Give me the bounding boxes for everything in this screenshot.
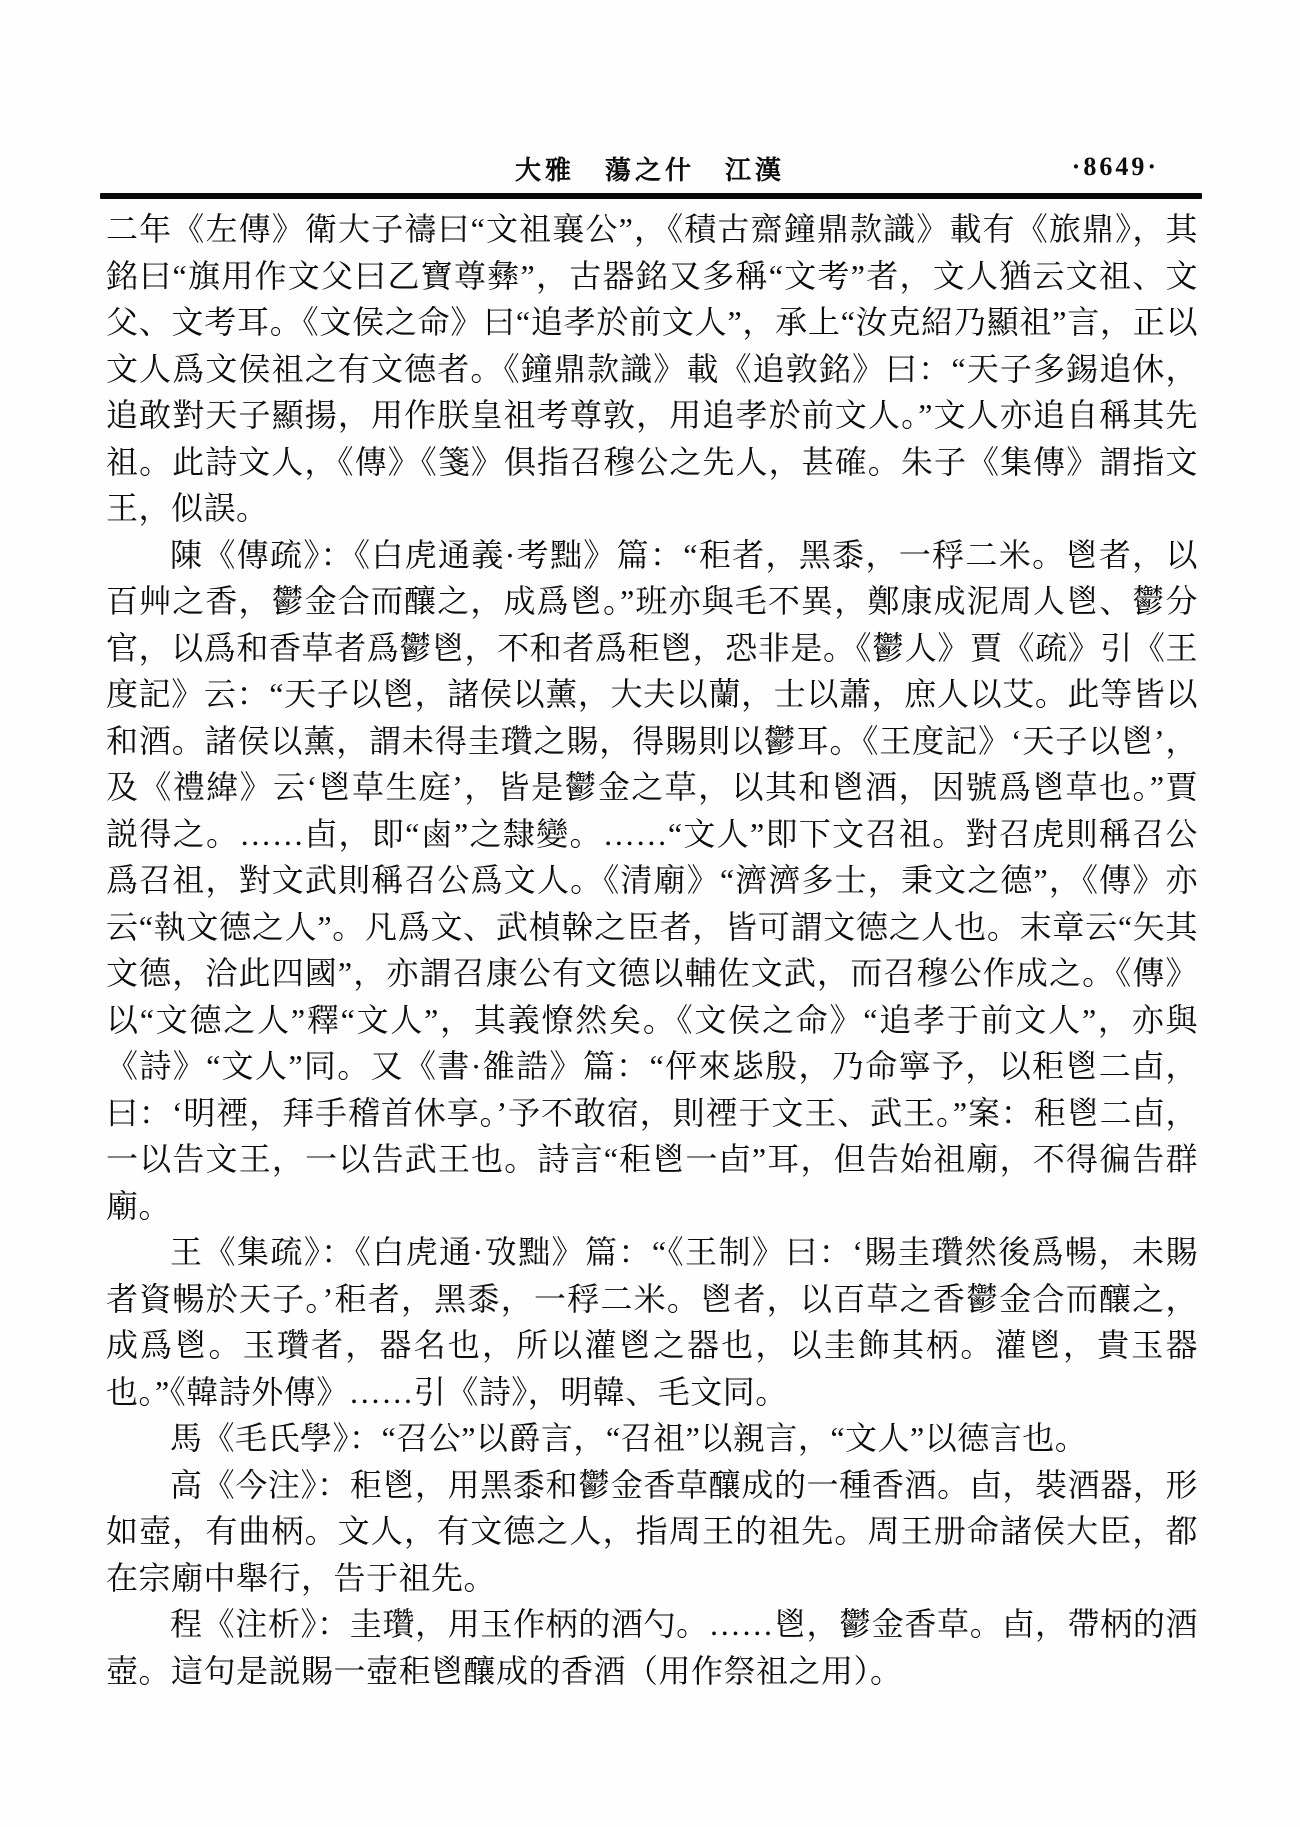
page-header <box>105 150 1195 186</box>
commentary-text-block <box>106 206 1198 1694</box>
paragraph-continuation: 二年《左傳》衛大子禱曰“文祖襄公”，《積古齋鐘鼎款識》載有《旅鼎》，其銘曰“旗用作文父曰乙寶尊彝”，古器銘又多稱“文考”者，文人猶云文祖、文父、文考耳。《文侯之命》曰“追孝於前文人”，承上“汝克紹乃顯祖”言，正以文人爲文侯祖之有文德者。《鐘鼎款識》載《追敦銘》曰：“天子多錫追休，追敢對天子顯揚，用作朕皇祖考尊敦，用追孝於前文人。”文人亦追自稱其先祖。此詩文人，《傳》《箋》俱指召穆公之先人，甚確。朱子《集傳》謂指文王，似誤。 <box>106 211 1198 526</box>
page-number: ·8649· <box>1071 152 1159 181</box>
running-head-title: 大雅 蕩之什 江漢 <box>514 156 785 185</box>
paragraph-gao-jinzhu: 高《今注》：秬鬯，用黑黍和鬱金香草釀成的一種香酒。卣，裝酒器，形如壺，有曲柄。文人，有文德之人，指周王的祖先。周王册命諸侯大臣，都在宗廟中舉行，告于祖先。 <box>106 1466 1198 1596</box>
paragraph-ma-maoshixue: 馬《毛氏學》：“召公”以爵言，“召祖”以親言，“文人”以德言也。 <box>170 1420 1088 1456</box>
paragraph-chen-chuanshu: 陳《傳疏》：《白虎通義·考黜》篇：“秬者，黑黍，一稃二米。鬯者，以百艸之香，鬱金合而釀之，成爲鬯。”班亦與毛不異，鄭康成泥周人鬯、鬱分官，以爲和香草者爲鬱鬯，不和者爲秬鬯，恐非是。《鬱人》賈《疏》引《王度記》云：“天子以鬯，諸侯以薰，大夫以蘭，士以蕭，庶人以艾。此等皆以和酒。諸侯以薰，謂未得圭瓚之賜，得賜則以鬱耳。《王度記》‘天子以鬯’，及《禮緯》云‘鬯草生庭’，皆是鬱金之草，以其和鬯酒，因號爲鬯草也。”賈説得之。……卣，即“鹵”之隸變。……“文人”即下文召祖。對召虎則稱召公爲召祖，對文武則稱召公爲文人。《清廟》“濟濟多士，秉文之德”，《傳》亦云“執文德之人”。凡爲文、武楨榦之臣者，皆可謂文德之人也。末章云“矢其文德，洽此四國”，亦謂召康公有文德以輔佐文武，而召穆公作成之。《傳》以“文德之人”釋“文人”，其義憭然矣。《文侯之命》“追孝于前文人”，亦與《詩》“文人”同。又《書·雒誥》篇：“伻來毖殷，乃命寧予，以秬鬯二卣，曰：‘明禋，拜手稽首休享。’予不敢宿，則禋于文王、武王。”案：秬鬯二卣，一以告文王，一以告武王也。詩言“秬鬯一卣”耳，但告始祖廟，不得徧告群廟。 <box>106 536 1198 1224</box>
paragraph-wang-jishu: 王《集疏》：《白虎通·攷黜》篇：“《王制》曰：‘賜圭瓚然後爲暢，未賜者資暢於天子。’秬者，黑黍，一稃二米。鬯者，以百草之香鬱金合而釀之，成爲鬯。玉瓚者，器名也，所以灌鬯之器也，以圭飾其柄。灌鬯，貴玉器也。”《韓詩外傳》……引《詩》，明韓、毛文同。 <box>106 1234 1198 1410</box>
paragraph-cheng-zhuxi: 程《注析》：圭瓚，用玉作柄的酒勺。……鬯，鬱金香草。卣，帶柄的酒壺。這句是説賜一壺秬鬯釀成的香酒（用作祭祖之用）。 <box>106 1606 1198 1689</box>
header-rule <box>100 193 1202 199</box>
